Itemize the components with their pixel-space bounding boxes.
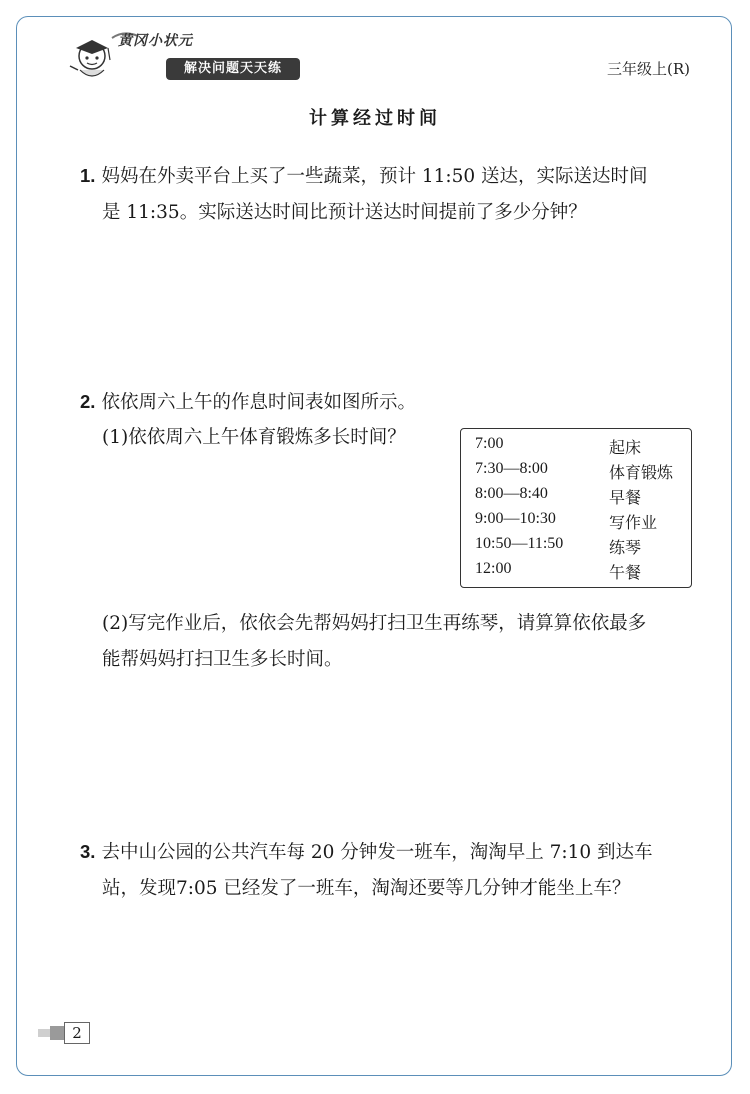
brand-banner: 解决问题天天练	[166, 58, 300, 80]
schedule-row: 10:50—11:50 练琴	[475, 535, 642, 557]
schedule-row: 7:00 起床	[475, 435, 642, 457]
question-3	[80, 834, 700, 907]
page-number-box	[38, 1022, 90, 1044]
question-2	[80, 384, 700, 421]
schedule-row: 9:00—10:30 写作业	[475, 510, 658, 532]
schedule-row: 8:00—8:40 早餐	[475, 485, 642, 507]
question-2-line: 2. 依依周六上午的作息时间表如图所示。	[80, 391, 416, 413]
page-number: 2	[64, 1022, 90, 1044]
question-1-line-2: 是 11:35。实际送达时间比预计送达时间提前了多少分钟？	[102, 202, 587, 223]
brand-name: 黄冈小状元	[118, 33, 193, 49]
schedule-row: 12:00 午餐	[475, 560, 642, 582]
question-2-sub-1: (1)依依周六上午体育锻炼多长时间？	[102, 427, 406, 448]
grade-label: 三年级上(R)	[607, 60, 690, 78]
page-title: 计算经过时间	[309, 108, 441, 129]
schedule-row: 7:30—8:00 体育锻炼	[475, 460, 674, 482]
question-3-line-1: 3. 去中山公园的公共汽车每 20 分钟发一班车，淘淘早上 7:10 到达车	[80, 841, 653, 863]
question-number: 2.	[80, 391, 96, 412]
question-3-line-2: 站，发现7:05 已经发了一班车，淘淘还要等几分钟才能坐上车？	[102, 878, 631, 899]
question-number: 1.	[80, 165, 96, 186]
question-2-sub-2: (2)写完作业后，依依会先帮妈妈打扫卫生再练琴，请算算依依最多 能帮妈妈打扫卫生多长时间。	[102, 613, 647, 670]
question-1-line-1: 1. 妈妈在外卖平台上买了一些蔬菜，预计 11:50 送达，实际送达时间	[80, 165, 648, 187]
schedule-table	[460, 428, 692, 588]
question-1	[80, 158, 700, 231]
question-number: 3.	[80, 841, 96, 862]
